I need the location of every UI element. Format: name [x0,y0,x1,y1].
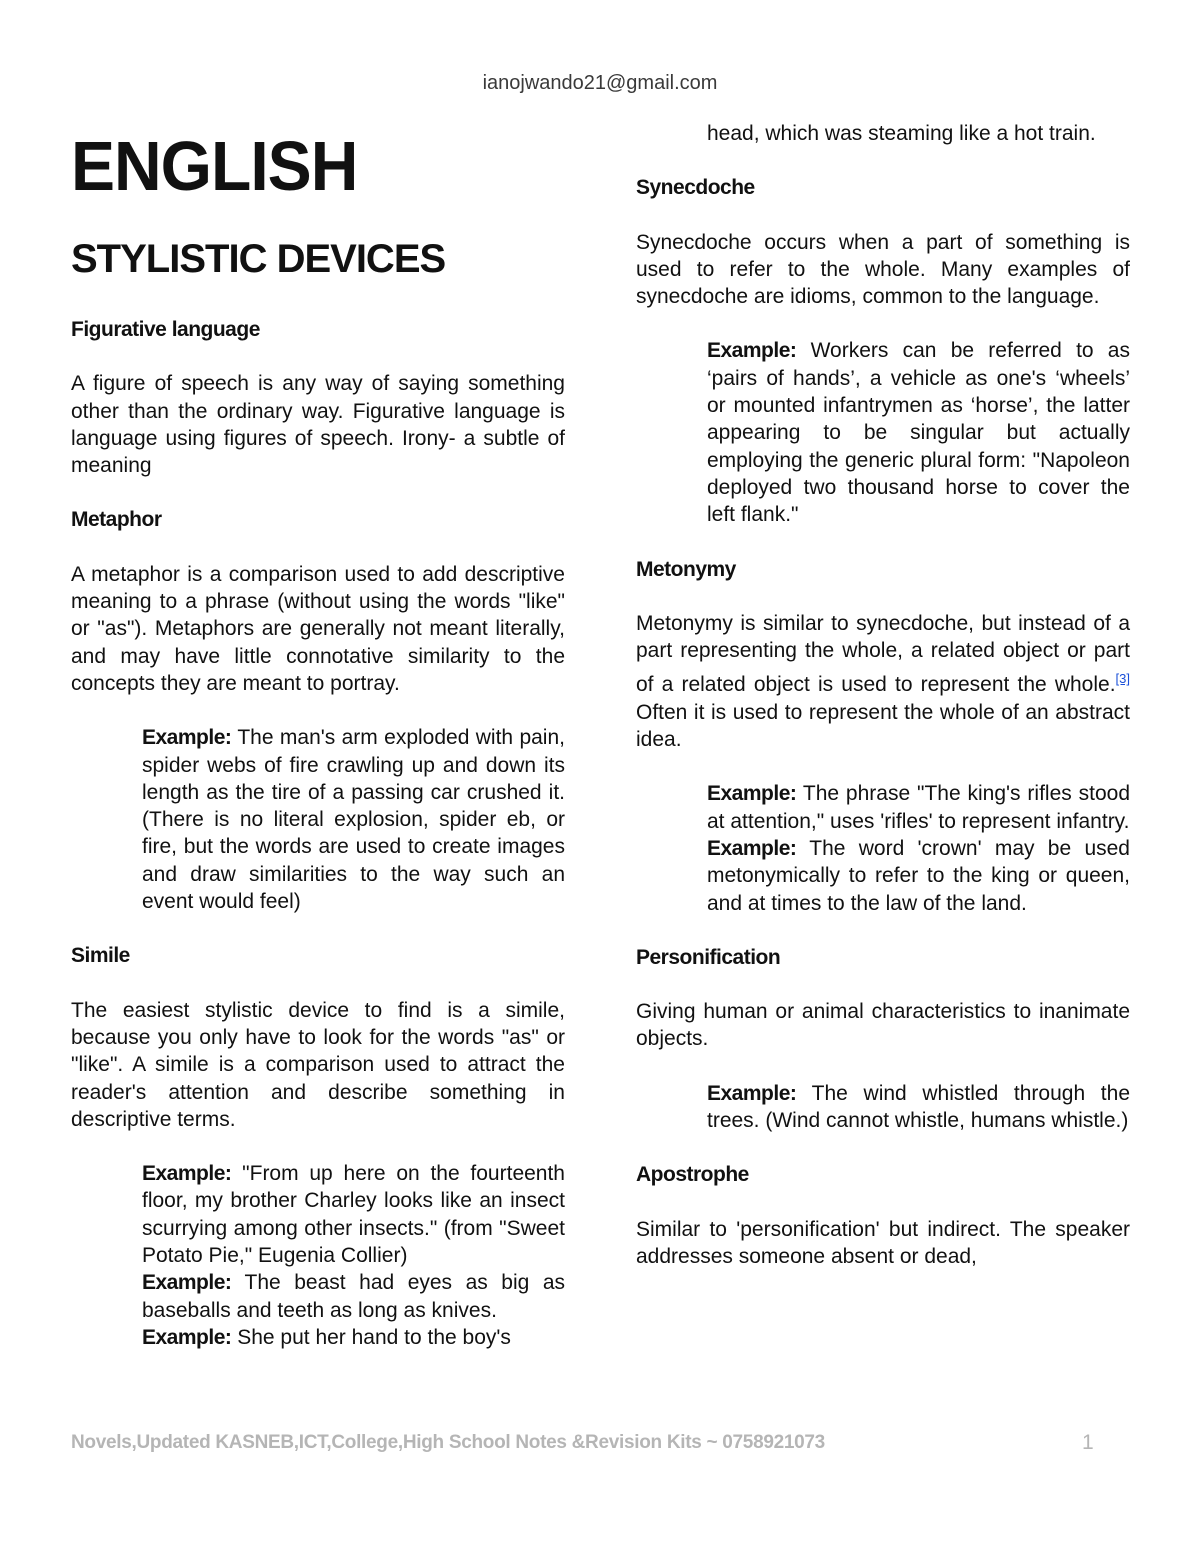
heading-metonymy: Metonymy [636,557,736,581]
example-label: Example: [707,836,797,860]
metaphor-examples [142,724,565,915]
header-email: ianojwando21@gmail.com [482,72,718,94]
heading-figurative-language: Figurative language [71,318,260,341]
example-text: The phrase "The king's rifles stood at attention," uses 'rifles' to represent infantry. [707,782,1130,833]
heading-personification: Personification [636,945,781,969]
example-text: She put her hand to the boy's [237,1325,511,1349]
document-subtitle: STYLISTIC DEVICES [71,237,446,281]
simile-example-continuation [707,120,1130,147]
example-paragraph [707,780,1130,835]
synecdoche-body: Synecdoche occurs when a part of something is used to refer to the whole. Many examples of synecdoche are idioms, common to the language. [636,230,1130,309]
example-text: The beast had eyes as big as baseballs and teeth as long as knives. [142,1271,565,1322]
heading-simile: Simile [71,944,130,968]
document-title: ENGLISH [71,127,358,205]
personification-body: Giving human or animal characteristics to inanimate objects. [636,1000,1130,1051]
example-continuation-text: head, which was steaming like a hot train. [707,122,1096,145]
example-label: Example: [142,1271,232,1295]
figurative-language-body: A figure of speech is any way of saying something other than the ordinary way. Figurative language is language using figures of speech. Irony- a subtle of meaning [71,372,565,478]
heading-apostrophe: Apostrophe [636,1163,749,1187]
example-paragraph [142,1160,565,1269]
metaphor-body: A metaphor is a comparison used to add descriptive meaning to a phrase (without using the words "like" or "as"). Metaphors are generally not meant literally, and may have little connotative similarity to the concepts they are meant to portray. [71,562,565,695]
example-text: Workers can be referred to as ‘pairs of hands’, a vehicle as one's ‘wheels’ or mounted infantrymen as ‘horse’, the latter appearing to be singular but actually employing the generic plural form: "Napoleon deployed two thousand horse to cover the left flank." [707,339,1130,527]
example-label: Example: [707,339,797,363]
metonymy-body-after: Often it is used to represent the whole of an abstract idea. [636,700,1130,752]
example-paragraph [142,724,565,915]
example-paragraph [707,1080,1130,1135]
heading-synecdoche: Synecdoche [636,176,755,200]
metonymy-examples [707,780,1130,916]
example-text: "From up here on the fourteenth floor, my brother Charley looks like an insect scurrying among other insects." (from "Sweet Potato Pie," Eugenia Collier) [142,1162,565,1268]
example-paragraph [707,835,1130,917]
example-paragraph [707,337,1130,528]
metonymy-body [636,610,1130,753]
right-column [636,120,1130,1297]
footer-text: Novels,Updated KASNEB,ICT,College,High School Notes &Revision Kits ~ 0758921073 [71,1432,825,1453]
synecdoche-examples [707,337,1130,528]
example-paragraph [142,1269,565,1324]
example-text: The word 'crown' may be used metonymically to refer to the king or queen, and at times to the law of the land. [707,836,1130,915]
heading-metaphor: Metaphor [71,508,162,532]
example-text: The wind whistled through the trees. (Wind cannot whistle, humans whistle.) [707,1081,1130,1133]
left-column [71,120,565,1378]
example-label: Example: [142,1325,232,1349]
footnote-link[interactable]: [3] [1115,671,1130,687]
example-label: Example: [707,782,797,806]
example-paragraph [142,1324,565,1351]
example-label: Example: [707,1081,797,1105]
personification-examples [707,1080,1130,1135]
example-label: Example: [142,726,232,750]
page-number: 1 [1082,1431,1094,1454]
simile-body: The easiest stylistic device to find is a simile, because you only have to look for the words "as" or "like". A simile is a comparison used to attract the reader's attention and describe something in descriptive terms. [71,998,565,1131]
metonymy-body-before: Metonymy is similar to synecdoche, but instead of a part representing the whole, a related object or part of a related object is used to represent the whole. [636,611,1130,697]
example-label: Example: [142,1162,232,1186]
example-text: The man's arm exploded with pain, spider webs of fire crawling up and down its length as the tire of a passing car crushed it. (There is no literal explosion, spider eb, or fire, but the words are used to create images and draw similarities to the way such an event would feel) [142,726,565,914]
simile-examples [142,1160,565,1351]
apostrophe-body: Similar to 'personification' but indirect. The speaker addresses someone absent or dead, [636,1217,1130,1268]
